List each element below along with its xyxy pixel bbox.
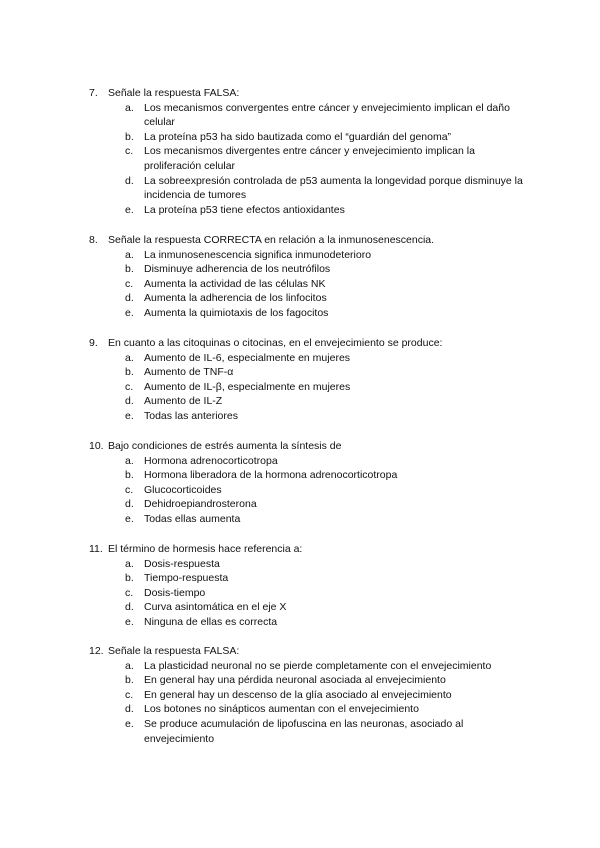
option-letter: a. <box>125 454 134 467</box>
option-text: La inmunosenescencia significa inmunodeterioro <box>144 248 372 261</box>
option-text: Los mecanismos convergentes entre cáncer y envejecimiento implican el daño celular <box>144 101 510 129</box>
option-letter: c. <box>125 380 134 393</box>
question-number: 7. <box>89 87 98 99</box>
option-text: Aumenta la quimiotaxis de los fagocitos <box>144 306 329 319</box>
option-item <box>89 483 524 498</box>
option-item <box>89 454 524 469</box>
option-letter: b. <box>125 469 134 482</box>
option-letter: e. <box>125 409 134 422</box>
option-text: Aumento de IL-6, especialmente en mujeres <box>144 351 351 364</box>
option-item <box>89 144 524 173</box>
option-item <box>89 203 524 218</box>
option-item <box>89 394 524 409</box>
option-letter: e. <box>125 306 134 319</box>
question-10 <box>89 439 529 527</box>
option-item <box>89 306 524 321</box>
option-letter: d. <box>125 395 134 408</box>
option-letter: e. <box>125 512 134 525</box>
question-text: Señale la respuesta CORRECTA en relación a la inmunosenescencia. <box>108 234 435 246</box>
option-item <box>89 291 524 306</box>
option-text: La proteína p53 ha sido bautizada como el “guardián del genoma” <box>144 130 452 143</box>
question-number: 11. <box>89 543 103 555</box>
option-letter: b. <box>125 572 134 585</box>
question-number: 10. <box>89 440 104 452</box>
option-letter: e. <box>125 203 134 216</box>
options-list <box>89 557 529 630</box>
question-number: 8. <box>89 234 98 246</box>
option-item <box>89 248 524 263</box>
option-text: Hormona liberadora de la hormona adrenocorticotropa <box>144 469 398 482</box>
option-text: Hormona adrenocorticotropa <box>144 454 278 467</box>
option-letter: a. <box>125 659 134 672</box>
option-text: Todas las anteriores <box>144 409 238 422</box>
option-letter: d. <box>125 498 134 511</box>
option-text: Los mecanismos divergentes entre cáncer y envejecimiento implican la proliferación celular <box>144 145 475 172</box>
option-item <box>89 688 524 703</box>
option-item <box>89 586 524 601</box>
option-item <box>89 262 524 277</box>
option-letter: b. <box>125 130 134 143</box>
option-letter: d. <box>125 703 134 716</box>
option-item <box>89 702 524 717</box>
options-list <box>89 101 529 218</box>
option-item <box>89 673 524 688</box>
option-text: La sobreexpresión controlada de p53 aumenta la longevidad porque disminuye la incidencia de tumores <box>144 174 523 202</box>
option-text: En general hay una pérdida neuronal asociada al envejecimiento <box>144 674 446 687</box>
question-11 <box>89 542 529 630</box>
question-7 <box>89 86 529 217</box>
option-item <box>89 557 524 572</box>
question-12 <box>89 644 529 746</box>
option-item <box>89 409 524 424</box>
option-text: Curva asintomática en el eje X <box>144 601 287 614</box>
option-item <box>89 351 524 366</box>
option-text: Todas ellas aumenta <box>144 512 241 525</box>
question-number: 9. <box>89 337 98 349</box>
options-list <box>89 248 529 321</box>
option-letter: c. <box>125 586 134 599</box>
option-letter: c. <box>125 145 134 158</box>
option-text: En general hay un descenso de la glía asociado al envejecimiento <box>144 688 452 701</box>
option-item <box>89 571 524 586</box>
option-letter: e. <box>125 717 134 730</box>
option-text: Aumenta la adherencia de los linfocitos <box>144 292 327 305</box>
option-text: La proteína p53 tiene efectos antioxidantes <box>144 203 345 216</box>
option-text: Dehidroepiandrosterona <box>144 498 257 511</box>
option-text: Disminuye adherencia de los neutrófilos <box>144 263 331 276</box>
option-item <box>89 659 524 674</box>
option-text: Tiempo-respuesta <box>144 572 229 585</box>
question-number: 12. <box>89 645 104 657</box>
option-text: La plasticidad neuronal no se pierde completamente con el envejecimiento <box>144 659 492 672</box>
option-letter: b. <box>125 674 134 687</box>
question-text: Señale la respuesta FALSA: <box>108 87 240 99</box>
option-item <box>89 717 524 746</box>
option-item <box>89 277 524 292</box>
option-letter: d. <box>125 292 134 305</box>
options-list <box>89 351 529 424</box>
question-text: Bajo condiciones de estrés aumenta la síntesis de <box>108 440 342 452</box>
question-8 <box>89 233 529 321</box>
option-item <box>89 497 524 512</box>
option-text: Aumenta la actividad de las células NK <box>144 277 326 290</box>
option-item <box>89 365 524 380</box>
option-letter: c. <box>125 483 134 496</box>
option-item <box>89 512 524 527</box>
question-text: En cuanto a las citoquinas o citocinas, en el envejecimiento se produce: <box>108 337 443 349</box>
option-letter: a. <box>125 248 134 261</box>
option-letter: a. <box>125 101 134 114</box>
option-letter: d. <box>125 601 134 614</box>
option-item <box>89 174 524 203</box>
option-text: Ninguna de ellas es correcta <box>144 615 278 628</box>
option-item <box>89 130 524 145</box>
option-text: Dosis-tiempo <box>144 586 206 599</box>
option-letter: b. <box>125 263 134 276</box>
options-list <box>89 659 529 747</box>
option-text: Los botones no sinápticos aumentan con el envejecimiento <box>144 703 419 716</box>
option-letter: e. <box>125 615 134 628</box>
option-letter: d. <box>125 174 134 187</box>
option-letter: c. <box>125 688 134 701</box>
option-letter: b. <box>125 366 134 379</box>
question-9 <box>89 336 529 424</box>
option-text: Se produce acumulación de lipofuscina en las neuronas, asociado al envejecimiento <box>144 717 464 745</box>
option-text: Aumento de IL-Z <box>144 395 223 408</box>
option-text: Aumento de TNF-α <box>144 366 234 379</box>
option-text: Glucocorticoides <box>144 483 222 496</box>
option-letter: a. <box>125 557 134 570</box>
option-item <box>89 101 524 130</box>
option-item <box>89 615 524 630</box>
option-item <box>89 468 524 483</box>
options-list <box>89 454 529 527</box>
option-text: Aumento de IL-β, especialmente en mujeres <box>144 380 351 393</box>
option-letter: a. <box>125 351 134 364</box>
option-item <box>89 380 524 395</box>
option-letter: c. <box>125 277 134 290</box>
option-item <box>89 600 524 615</box>
question-text: Señale la respuesta FALSA: <box>108 645 240 657</box>
question-text: El término de hormesis hace referencia a: <box>108 543 303 555</box>
option-text: Dosis-respuesta <box>144 557 220 570</box>
